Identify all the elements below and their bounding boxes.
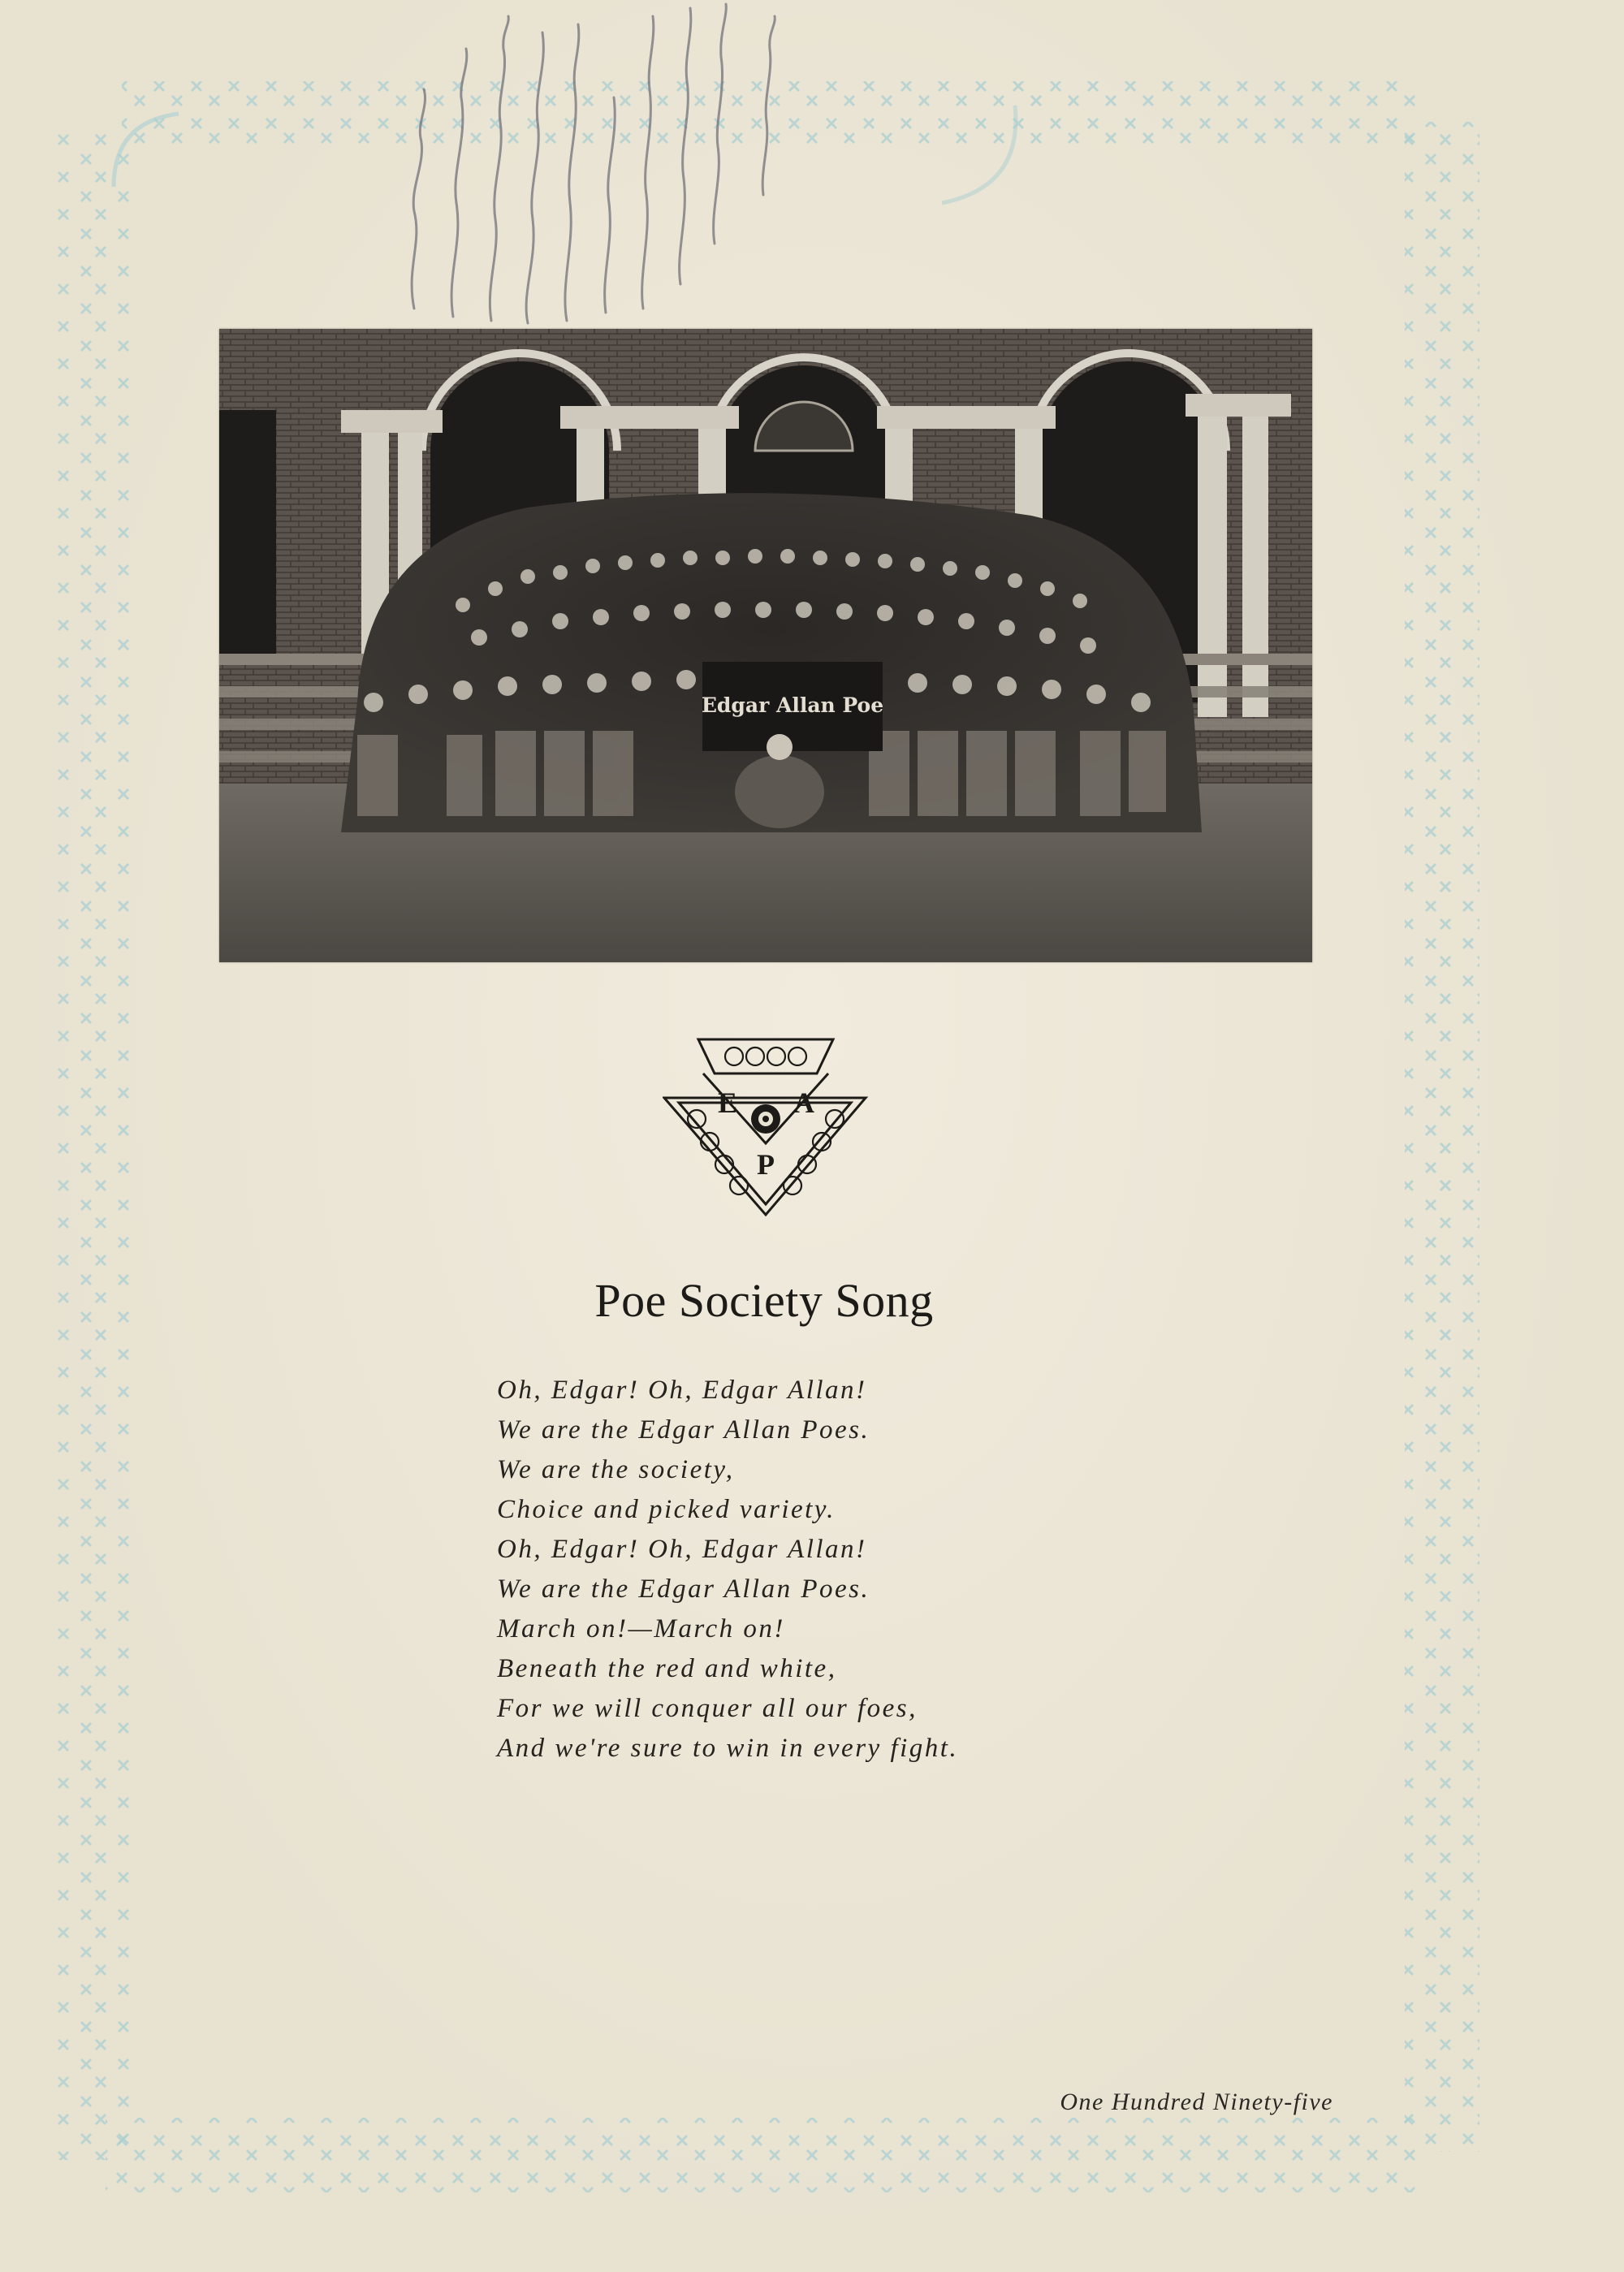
lyric-line: Choice and picked variety. <box>497 1495 836 1524</box>
lyric-line: Oh, Edgar! Oh, Edgar Allan! <box>497 1376 867 1405</box>
page-number: One Hundred Ninety-five <box>1060 2088 1333 2115</box>
banner-text: Edgar Allan Poe <box>701 693 884 717</box>
lyric-line: March on!—March on! <box>497 1614 785 1644</box>
lyric-line: We are the Edgar Allan Poes. <box>497 1415 870 1445</box>
group-photograph <box>219 329 1312 962</box>
emblem-letter-p: P <box>757 1148 775 1181</box>
lyric-line: For we will conquer all our foes, <box>497 1694 918 1723</box>
song-title: Poe Society Song <box>594 1274 934 1327</box>
emblem-letter-e: E <box>717 1086 738 1119</box>
lyric-line: And we're sure to win in every fight. <box>497 1734 959 1763</box>
song-lyrics <box>497 1371 1147 1769</box>
lyric-line: We are the Edgar Allan Poes. <box>497 1574 870 1604</box>
lyric-line: Oh, Edgar! Oh, Edgar Allan! <box>497 1535 867 1564</box>
lyric-line: We are the society, <box>497 1455 735 1484</box>
emblem-letter-a: A <box>793 1086 814 1119</box>
lyric-line: Beneath the red and white, <box>497 1654 837 1683</box>
society-emblem <box>663 1038 869 1218</box>
handwritten-inscription <box>382 0 836 325</box>
